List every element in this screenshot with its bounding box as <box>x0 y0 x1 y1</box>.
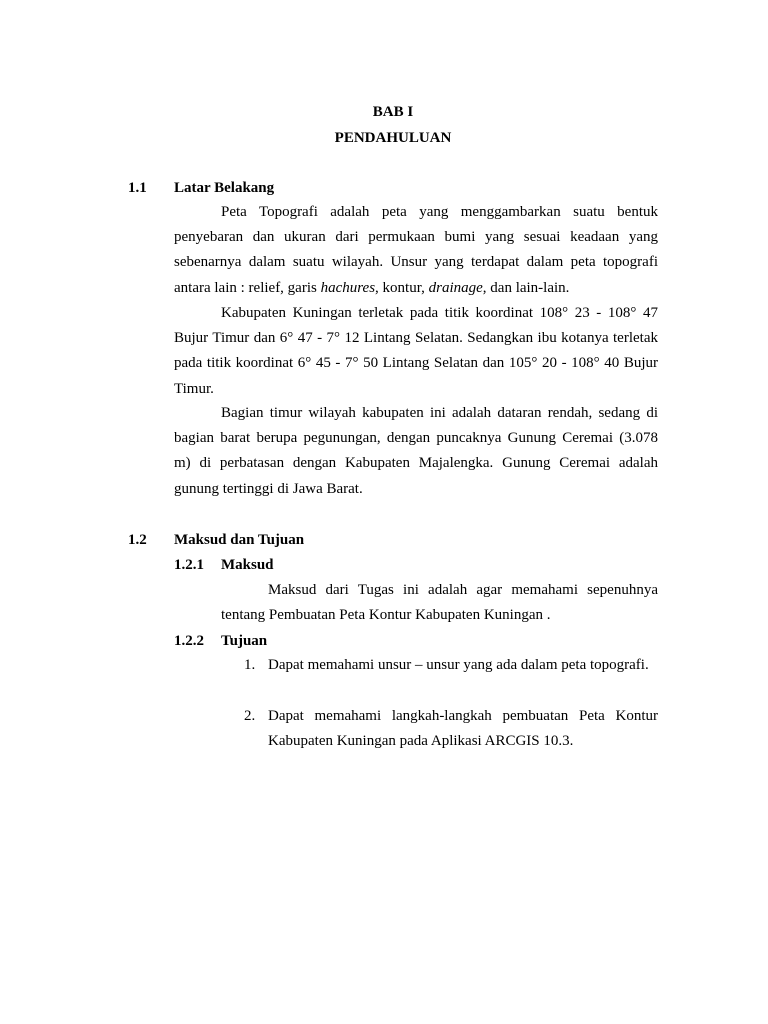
section-1-1-number: 1.1 <box>128 180 147 196</box>
list-item-number: 1. <box>244 657 256 673</box>
list-item-number: 2. <box>244 708 256 724</box>
p1-text-a: Peta Topografi adalah peta yang menggambarkan suatu bentuk penyebaran dan ukuran dari permukaan bumi yang sesuai keadaan yang sebenarnya dalam suatu wilayah. Unsur yang terdapat dalam peta topografi antara lain : relief, garis <box>174 204 658 296</box>
subsection-1-2-1-number: 1.2.1 <box>174 557 204 573</box>
paragraph-peta-topografi <box>174 200 658 301</box>
p1-text-c: , dan lain-lain. <box>482 279 570 296</box>
list-item-text: Dapat memahami unsur – unsur yang ada dalam peta topografi. <box>268 657 649 673</box>
chapter-title: PENDAHULUAN <box>334 130 452 146</box>
p1-italic-drainage: drainage <box>428 279 483 296</box>
subsection-1-2-1-title: Maksud <box>221 557 274 573</box>
subsection-1-2-2-number: 1.2.2 <box>174 633 204 649</box>
subsection-1-2-2-title: Tujuan <box>221 633 268 649</box>
paragraph-maksud: Maksud dari Tugas ini adalah agar memahami sepenuhnya tentang Pembuatan Peta Kontur Kabupaten Kuningan . <box>221 582 658 624</box>
paragraph-koordinat: Kabupaten Kuningan terletak pada titik koordinat 108° 23 - 108° 47 Bujur Timur dan 6° 47 - 7° 12 Lintang Selatan. Sedangkan ibu kotanya terletak pada titik koordinat 6° 45 - 7° 50 Lintang Selatan dan 105° 20 - 108° 40 Bujur Timur. <box>174 305 658 397</box>
p1-text-b: , kontur, <box>375 279 429 296</box>
list-item-text: Dapat memahami langkah-langkah pembuatan Peta Kontur Kabupaten Kuningan pada Aplikasi ARCGIS 10.3. <box>268 708 658 750</box>
section-1-1-title: Latar Belakang <box>174 180 275 196</box>
section-1-2-title: Maksud dan Tujuan <box>174 532 305 548</box>
paragraph-wilayah: Bagian timur wilayah kabupaten ini adalah dataran rendah, sedang di bagian barat berupa pegunungan, dengan puncaknya Gunung Ceremai (3.078 m) di perbatasan dengan Kabupaten Majalengka. Gunung Ceremai adalah gunung tertinggi di Jawa Barat. <box>174 405 658 497</box>
section-1-2-number: 1.2 <box>128 532 147 548</box>
chapter-label: BAB I <box>372 104 414 120</box>
p1-italic-hachures: hachures <box>320 279 376 296</box>
